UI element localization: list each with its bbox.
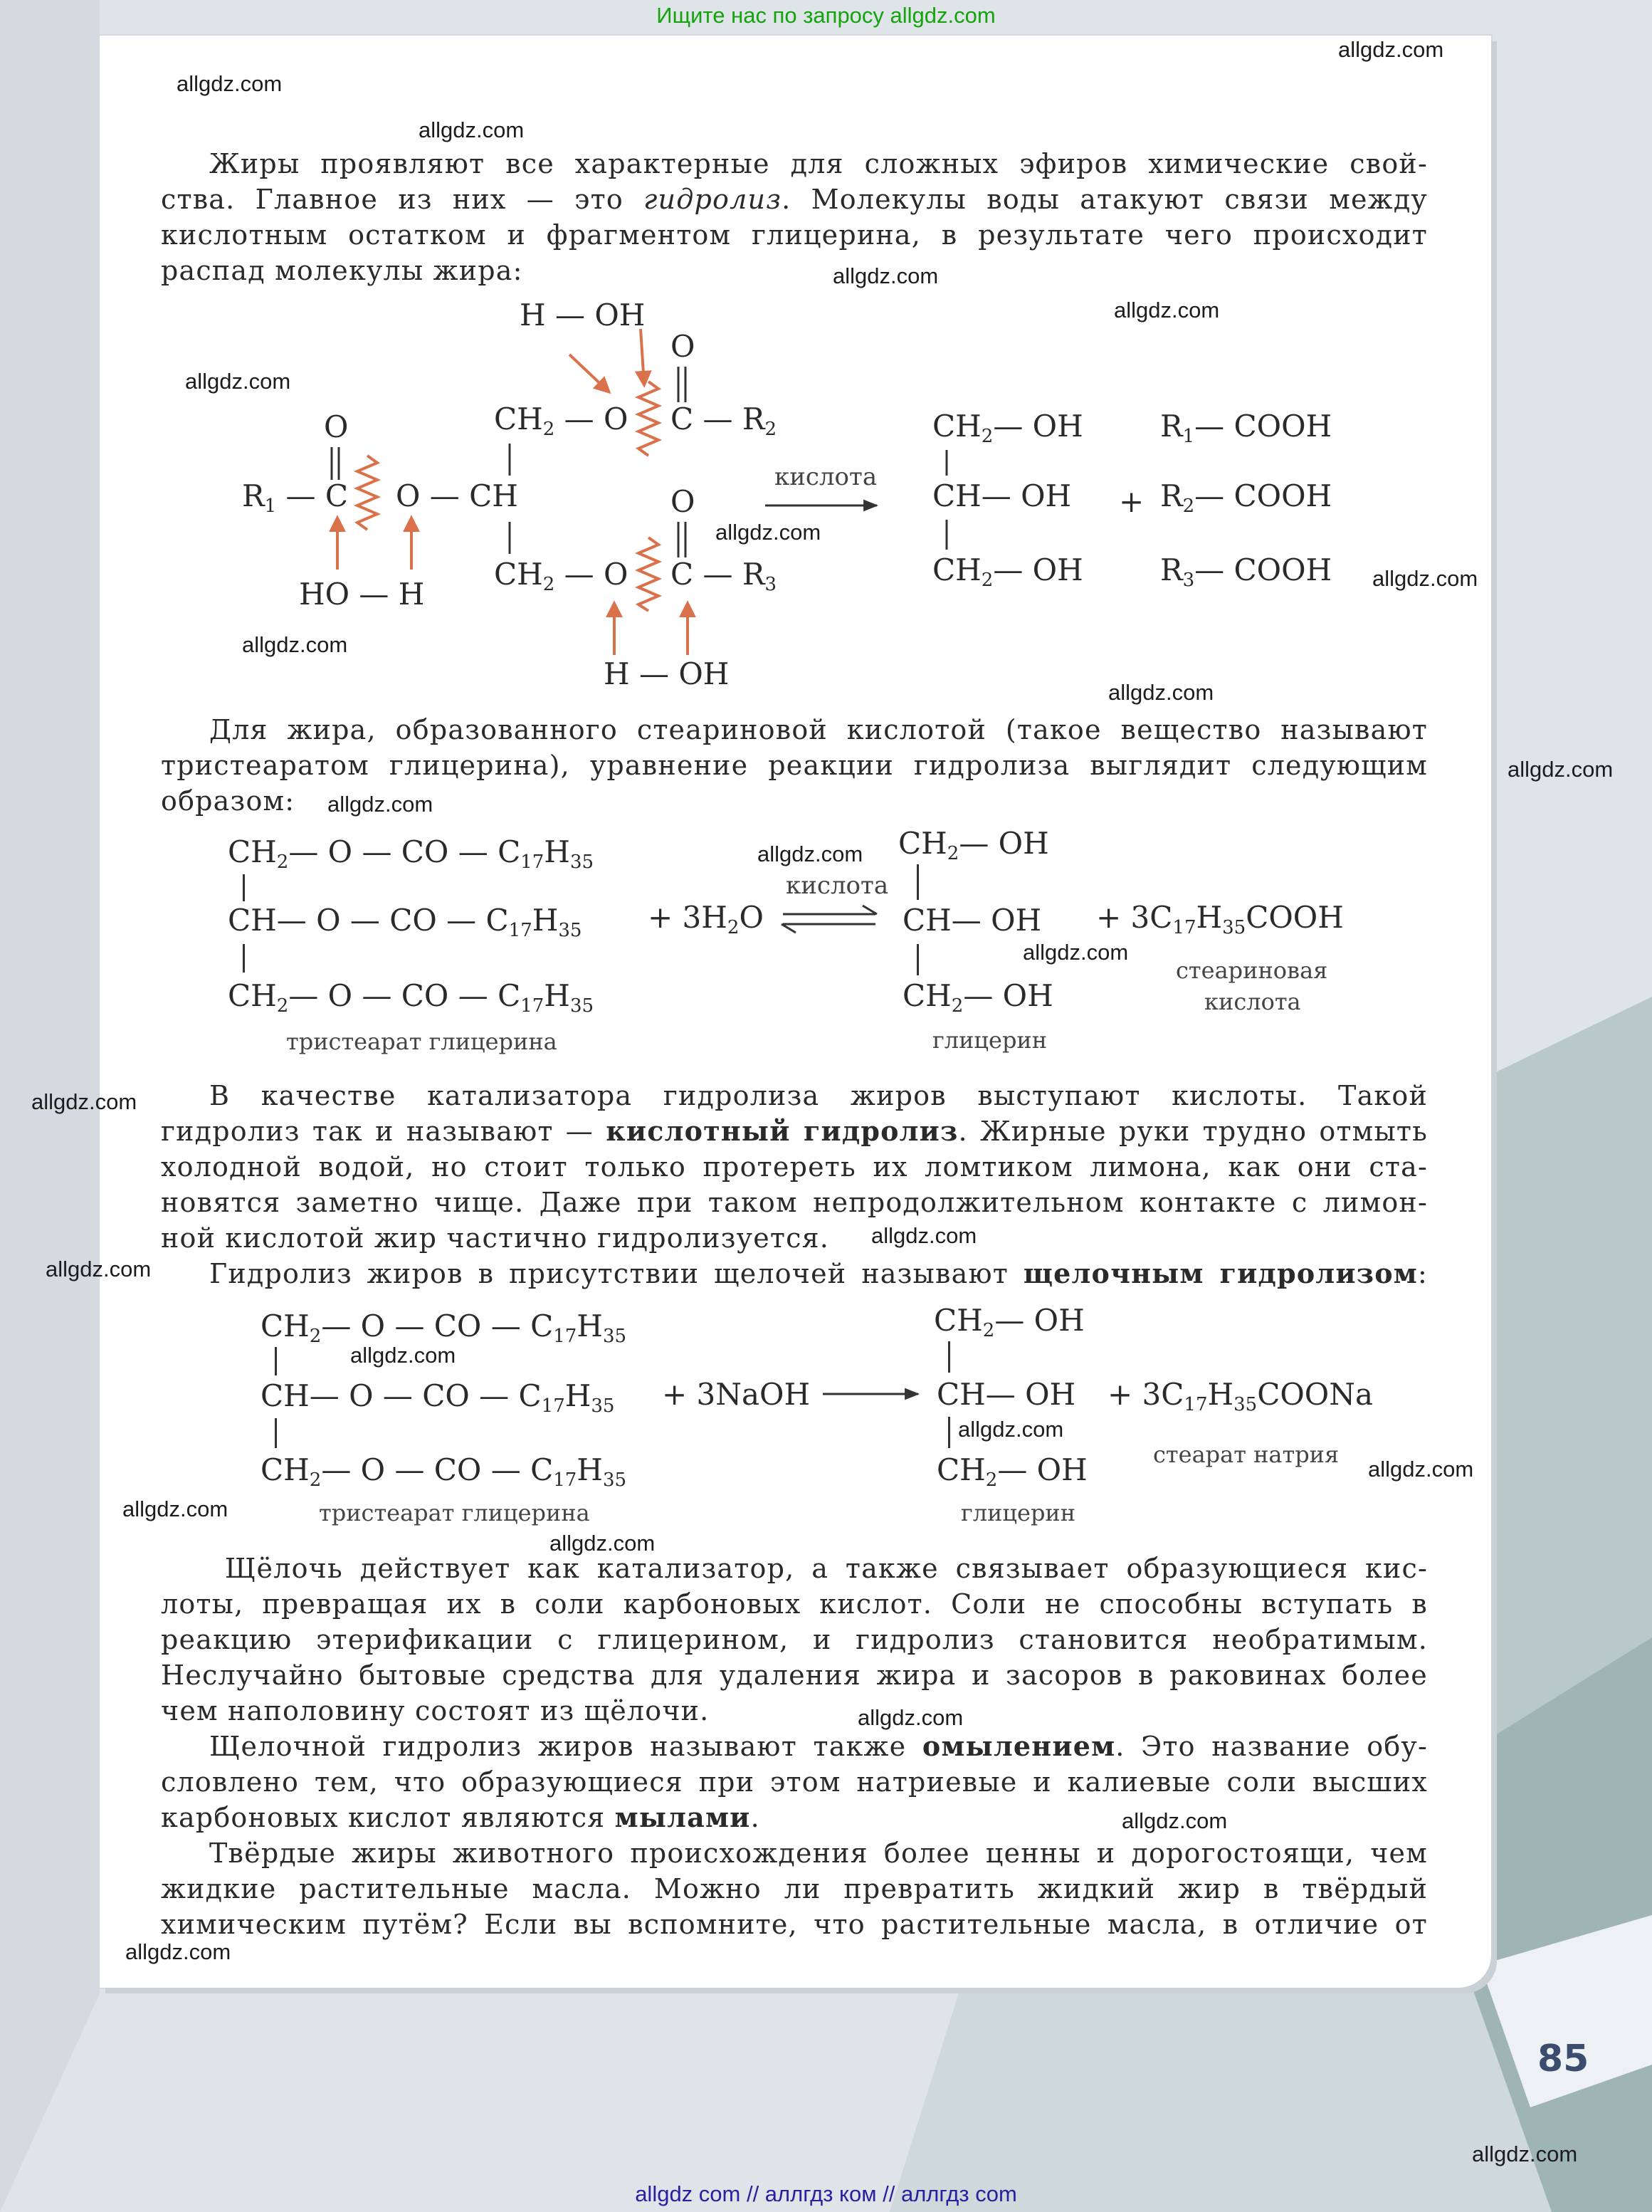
label-sodium-stearate: стеарат натрия — [1153, 1441, 1340, 1468]
tristearate-line-3: $CH_2—$ O — CO — $C_{17}H_{35}$ — [261, 1452, 627, 1491]
text-line: тристеаратом глицерина), уравнение реакции гидролиза выглядит следующим — [161, 750, 1428, 781]
glycerol-line-3: $CH_2—$ OH — [937, 1452, 1088, 1491]
watermark: allgdz.com — [1114, 298, 1220, 323]
label-tristearate: тристеарат глицерина — [319, 1499, 590, 1526]
watermark: allgdz.com — [1372, 566, 1478, 591]
watermark: allgdz.com — [125, 1939, 231, 1964]
catalyst-label: кислота — [786, 871, 889, 900]
plus-sign: + — [1119, 484, 1145, 519]
text-line: словлено тем, что образующиеся при этом натриевые и калиевые соли высших — [161, 1766, 1428, 1798]
paragraph-solid-fats — [161, 1835, 1428, 1942]
watermark: allgdz.com — [242, 632, 348, 657]
water-molecule-left: HO — H — [299, 577, 425, 612]
water-reagent: + $3H_2O$ — [648, 900, 764, 938]
watermark: allgdz.com — [833, 263, 939, 288]
watermark: allgdz.com — [31, 1089, 137, 1114]
label-tristearate: тристеарат глицерина — [286, 1028, 557, 1055]
watermark: allgdz.com — [715, 520, 821, 545]
watermark: allgdz.com — [871, 1223, 977, 1248]
text-line: химическим путём? Если вы вспомните, что растительные масла, в отличие от — [161, 1909, 1428, 1940]
paragraph-alkali-role — [161, 1551, 1428, 1729]
watermark: allgdz.com — [327, 792, 433, 817]
acyl-group-2: C — $R_2$ — [670, 402, 777, 440]
watermark: allgdz.com — [757, 842, 863, 866]
watermark: allgdz.com — [958, 1417, 1064, 1442]
carbonyl-oxygen: O — [670, 484, 695, 519]
text-line: ства. Главное из них — это гидролиз. Молекулы воды атакуют связи между — [161, 184, 1428, 215]
ester-oxygen-middle: O — CH — [396, 478, 518, 513]
glycerol-line-1: $CH_2—$ OH — [898, 826, 1049, 864]
tristearate-line-1: $CH_2—$ O — CO — $C_{17}H_{35}$ — [261, 1309, 627, 1347]
acyl-group-3: C — $R_3$ — [670, 557, 777, 595]
acyl-group-1: $R_1$ — C — [242, 478, 349, 517]
acid-r3-cooh: $R_3—$ COOH — [1160, 552, 1332, 591]
watermark: allgdz.com — [1023, 940, 1129, 965]
tristearate-line-2: CH— O — CO — $C_{17}H_{35}$ — [261, 1378, 615, 1417]
watermark: allgdz.com — [1338, 37, 1444, 62]
text-line: новятся заметно чище. Даже при таком непродолжительном контакте с лимон- — [161, 1187, 1428, 1218]
text-line: Для жира, образованного стеариновой кислотой (такое вещество называют — [209, 714, 1428, 745]
text-line: В качестве катализатора гидролиза жиров выступают кислоты. Такой — [209, 1080, 1428, 1111]
glycerol-choh: CH— OH — [932, 478, 1072, 513]
text-line: гидролиз так и называют — кислотный гидролиз. Жирные руки трудно отмыть — [161, 1115, 1428, 1147]
text-line: Щёлочь действует как катализатор, а также связывает образующиеся кис- — [225, 1553, 1428, 1584]
tristearate-line-1: $CH_2—$ O — CO — $C_{17}H_{35}$ — [228, 834, 594, 873]
watermark: allgdz.com — [549, 1531, 656, 1556]
text-line: ной кислотой жир частично гидролизуется. — [161, 1222, 830, 1254]
acid-r1-cooh: $R_1—$ COOH — [1160, 409, 1332, 447]
watermark: allgdz.com — [122, 1496, 228, 1521]
glycerol-ester-bottom: $CH_2$ — O — [494, 557, 628, 595]
watermark: allgdz.com — [419, 117, 525, 142]
label-glycerol: глицерин — [961, 1499, 1076, 1526]
tristearate-line-3: $CH_2—$ O — CO — $C_{17}H_{35}$ — [228, 978, 594, 1017]
carbonyl-oxygen: O — [324, 409, 349, 444]
label-glycerol: глицерин — [932, 1027, 1048, 1054]
text-line: жидкие растительные масла. Можно ли превратить жидкий жир в твёрдый — [161, 1873, 1428, 1904]
label-stearic-acid: стеариновая — [1176, 957, 1328, 984]
label-stearic-acid: кислота — [1204, 988, 1301, 1015]
text-line: образом: — [161, 785, 295, 817]
water-molecule-top: H — OH — [520, 298, 646, 332]
text-line: карбоновых кислот являются мылами. — [161, 1801, 760, 1833]
text-line: холодной водой, но стоит только протереть их ломтиком лимона, как они ста- — [161, 1151, 1428, 1183]
watermark: allgdz.com — [1122, 1808, 1228, 1833]
text-line: лоты, превращая их в соли карбоновых кислот. Соли не способны вступать в — [161, 1588, 1428, 1620]
text-line: Гидролиз жиров в присутствии щелочей называют щелочным гидролизом: — [209, 1257, 1428, 1289]
stearic-acid: + $3C_{17}H_{35}COOH$ — [1096, 900, 1344, 938]
acid-r2-cooh: $R_2—$ COOH — [1160, 478, 1332, 517]
glycerol-line-1: $CH_2—$ OH — [934, 1303, 1085, 1341]
paragraph-saponification — [161, 1729, 1428, 1835]
text-line: Жиры проявляют все характерные для сложных эфиров химические свой- — [209, 148, 1428, 179]
text-line: реакцию этерификации с глицерином, и гидролиз становится необратимым. — [161, 1624, 1428, 1655]
text-line: кислотным остатком и фрагментом глицерина, в результате чего происходит — [161, 219, 1428, 251]
water-molecule-bottom: H — OH — [604, 656, 730, 691]
glycerol-line-3: $CH_2—$ OH — [903, 978, 1053, 1017]
glycerol-line-2: CH— OH — [937, 1377, 1076, 1412]
page-number: 85 — [1537, 2038, 1589, 2080]
catalyst-label: кислота — [774, 463, 878, 491]
glycerol-ch2oh-top: $CH_2—$ OH — [932, 409, 1083, 447]
watermark: allgdz.com — [858, 1705, 964, 1730]
bottom-watermark-banner: allgdz com // аллгдз ком // аллгдз com — [635, 2181, 1017, 2206]
glycerol-line-2: CH— OH — [903, 903, 1042, 938]
glycerol-ester-top: $CH_2$ — O — [494, 402, 628, 440]
watermark: allgdz.com — [1368, 1457, 1474, 1482]
watermark: allgdz.com — [46, 1257, 152, 1281]
watermark: allgdz.com — [350, 1343, 456, 1368]
watermark: allgdz.com — [185, 369, 291, 394]
tristearate-line-2: CH— O — CO — $C_{17}H_{35}$ — [228, 903, 582, 941]
text-line: Щелочной гидролиз жиров называют также омылением. Это название обу- — [209, 1730, 1429, 1762]
glycerol-ch2oh-bottom: $CH_2—$ OH — [932, 552, 1083, 591]
text-line: Твёрдые жиры животного происхождения более ценны и дорогостоящи, чем — [209, 1838, 1428, 1869]
top-watermark-banner: Ищите нас по запросу allgdz.com — [656, 3, 996, 28]
watermark: allgdz.com — [1108, 680, 1214, 705]
text-line: распад молекулы жира: — [161, 255, 523, 286]
text-line: чем наполовину состоят из щёлочи. — [161, 1695, 710, 1726]
naoh-reagent: + 3NaOH — [662, 1377, 811, 1412]
watermark: allgdz.com — [177, 71, 283, 96]
watermark: allgdz.com — [1508, 757, 1614, 782]
watermark: allgdz.com — [1472, 2142, 1578, 2166]
text-line: Неслучайно бытовые средства для удаления жира и засоров в раковинах более — [161, 1660, 1428, 1691]
sodium-stearate: + $3C_{17}H_{35}COONa$ — [1108, 1377, 1374, 1415]
carbonyl-oxygen: O — [670, 329, 695, 364]
